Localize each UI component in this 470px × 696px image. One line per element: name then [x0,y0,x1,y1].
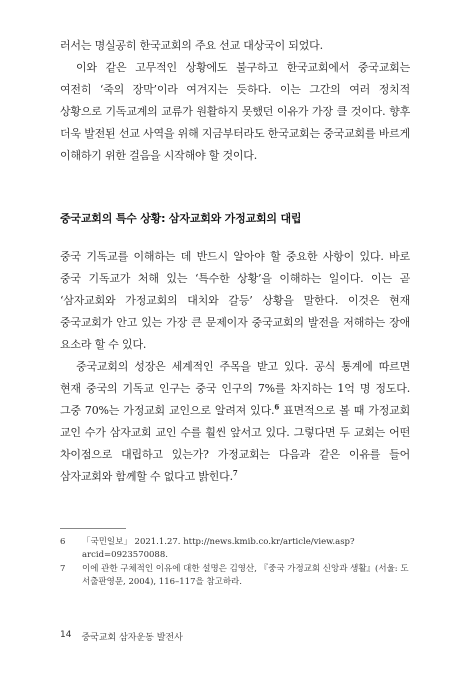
footnote-7 [60,563,410,589]
section-heading: 중국교회의 특수 상황: 삼자교회와 가정교회의 대립 [60,212,302,225]
footnote-6 [60,536,410,562]
paragraph-korean-church-view: 이와 같은 고무적인 상황에도 불구하고 한국교회에서 중국교회는 여전히 ‘죽의 장막’이라 여겨지는 듯하다. 이는 그간의 여러 정치적 상황으로 기독교계의 교류가 원활하지 못했던 이유가 가장 클 것이다. 향후 더욱 발전된 선교 사역을 위해 지금부터라도 한국교회는 중국교회를 바르게 이해하기 위한 걸음을 시작해야 할 것이다. [60,61,410,162]
paragraph-special-situation: 중국 기독교를 이해하는 데 반드시 알아야 할 중요한 사항이 있다. 바로 중국 기독교가 처해 있는 ‘특수한 상황’을 이해하는 일이다. 이는 곧 ‘삼자교회와 가정교회의 대치와 갈등’ 상황을 말한다. 이것은 현재 중국교회가 안고 있는 가장 큰 문제이자 중국교회의 발전을 저해하는 장애 요소라 할 수 있다. [60,250,410,351]
page-footer [60,630,183,643]
footnote-divider [60,528,126,529]
footnotes [60,536,410,590]
body-text-bottom [60,246,410,488]
footnote-ref-6[interactable]: 6 [274,402,280,412]
footnote-ref-7[interactable]: 7 [232,468,238,478]
paragraph-text-part-a: 중국교회의 성장은 세계적인 주목을 받고 있다. 공식 통계에 따르면 현재 중국의 기독교 인구는 중국 인구의 7%를 차지하는 1억 명 정도다. 그중 70%는 가정교회 교인으로 알려져 있다. [60,360,410,417]
footnote-text: 이에 관한 구체적인 이유에 대한 설명은 김영산, 『중국 가정교회 신앙과 생활』(서울: 도서출판영문, 2004), 116–117을 참고하라. [82,564,409,587]
footnote-number: 6 [60,537,66,547]
footnote-text: 「국민일보」 2021.1.27. http://news.kmib.co.kr/article/view.asp?arcid=0923570088. [82,537,355,560]
paragraph-continued: 러서는 명실공히 한국교회의 주요 선교 대상국이 되었다. [60,39,323,52]
running-title: 중국교회 삼자운동 발전사 [81,633,183,643]
page-number: 14 [60,630,72,640]
paragraph-church-growth [60,356,410,488]
footnote-number: 7 [60,564,66,574]
paragraph-text-part-b: 표면적으로 볼 때 가정교회 교인 수가 삼자교회 교인 수를 훨씬 앞서고 있다. 그렇다면 두 교회는 어떤 차이점으로 대립하고 있는가? 가정교회는 다음과 같은 이유를 들어 삼자교회와 함께할 수 없다고 밝힌다. [60,404,410,483]
body-text-top [60,35,410,167]
